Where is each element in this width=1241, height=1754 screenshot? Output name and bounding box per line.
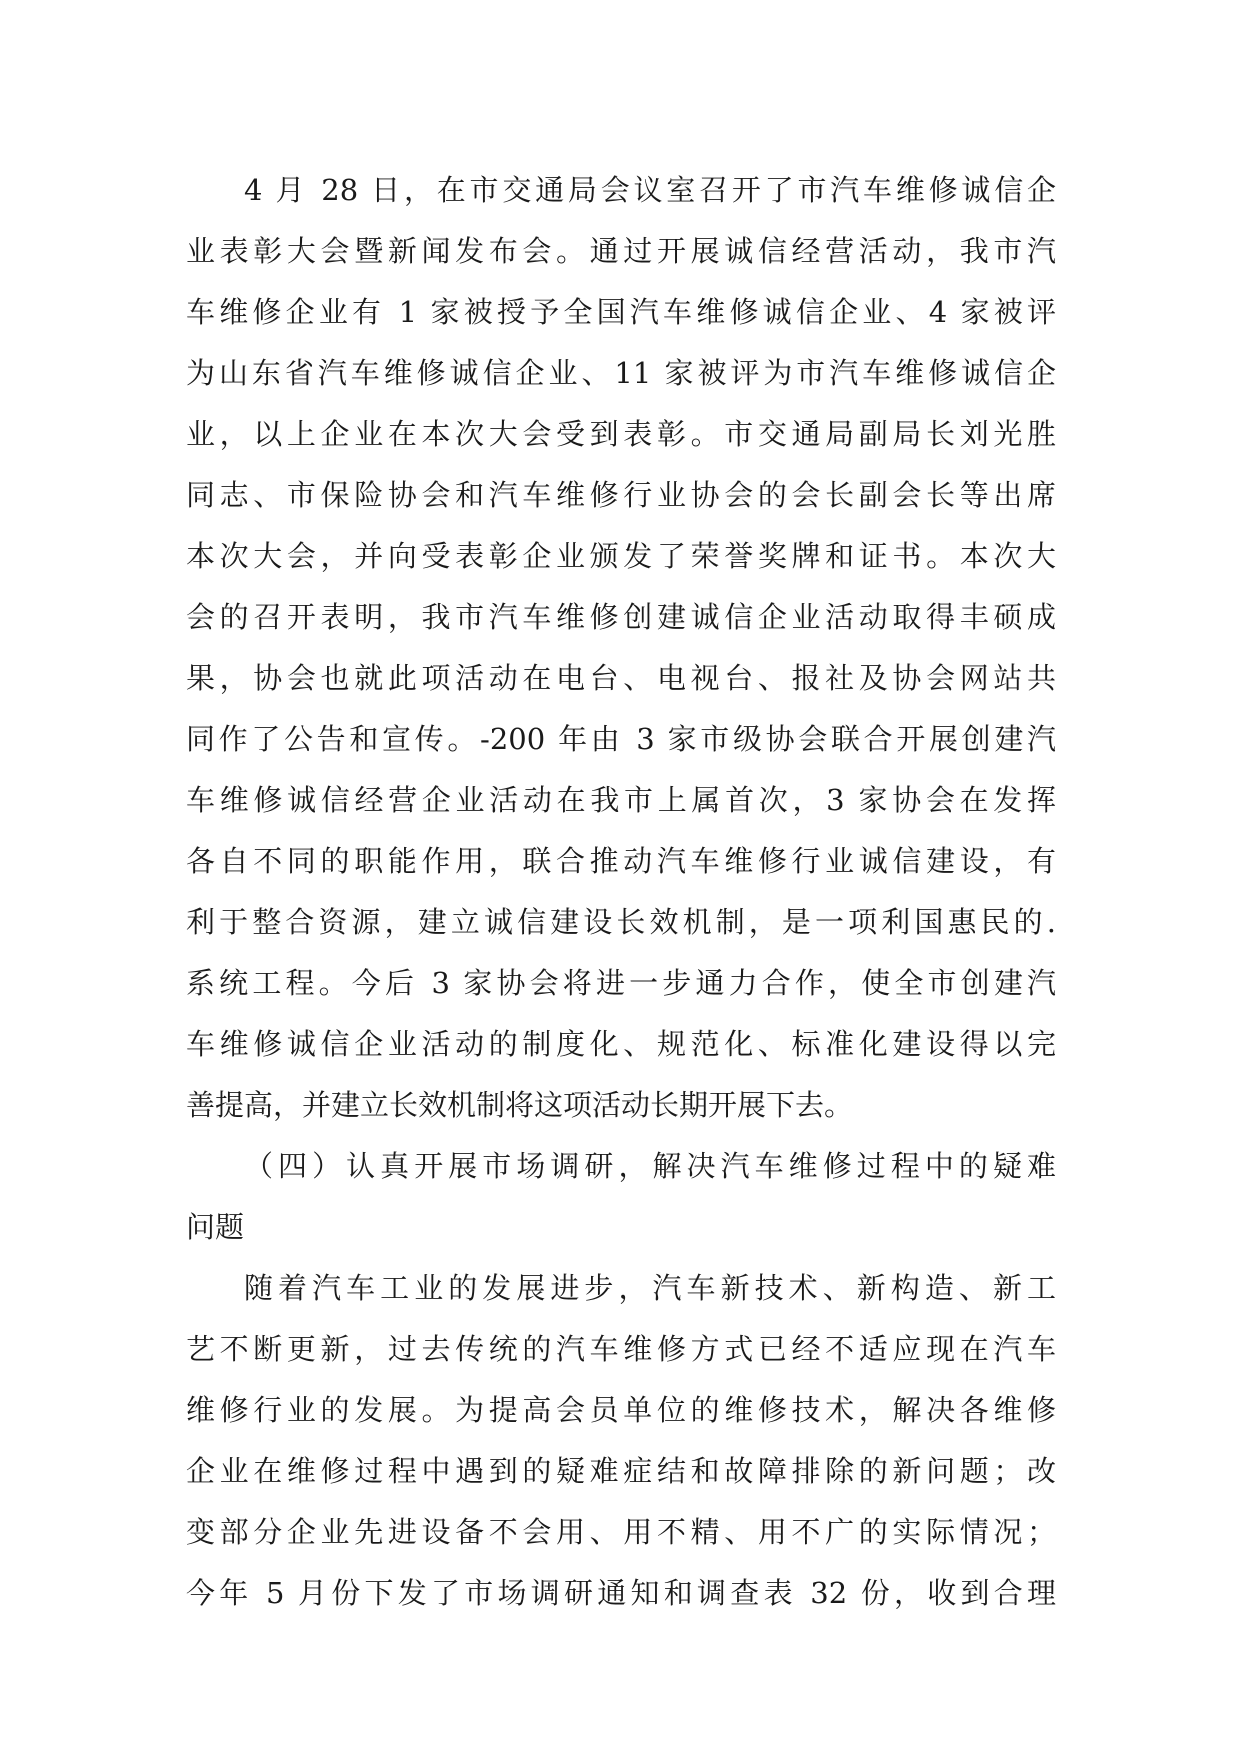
text-line: 系统工程。今后 3 家协会将进一步通力合作，使全市创建汽	[186, 966, 1056, 1000]
text-line: 车维修诚信经营企业活动在我市上属首次，3 家协会在发挥	[186, 783, 1056, 817]
paragraph-market-research	[186, 1258, 1056, 1624]
text-line: 车维修企业有 1 家被授予全国汽车维修诚信企业、4 家被评	[186, 295, 1056, 329]
text-line: 果，协会也就此项活动在电台、电视台、报社及协会网站共	[186, 661, 1056, 695]
section-heading-market-research	[186, 1136, 1056, 1258]
text-line: 同作了公告和宣传。-200 年由 3 家市级协会联合开展创建汽	[186, 722, 1056, 756]
text-line: 随着汽车工业的发展进步，汽车新技术、新构造、新工	[244, 1271, 1056, 1305]
text-line: 为山东省汽车维修诚信企业、11 家被评为市汽车维修诚信企	[186, 356, 1056, 390]
text-line: 各自不同的职能作用，联合推动汽车维修行业诚信建设，有	[186, 844, 1056, 878]
text-line: 善提高，并建立长效机制将这项活动长期开展下去。	[186, 1088, 854, 1122]
text-line: 变部分企业先进设备不会用、用不精、用不广的实际情况；	[186, 1515, 1056, 1549]
document-page	[186, 160, 1056, 1624]
heading-line: （四）认真开展市场调研，解决汽车维修过程中的疑难	[244, 1149, 1056, 1183]
text-line: 本次大会，并向受表彰企业颁发了荣誉奖牌和证书。本次大	[186, 539, 1056, 573]
text-line: 车维修诚信企业活动的制度化、规范化、标准化建设得以完	[186, 1027, 1056, 1061]
text-line: 利于整合资源，建立诚信建设长效机制，是一项利国惠民的.	[186, 905, 1056, 939]
text-line: 维修行业的发展。为提高会员单位的维修技术，解决各维修	[186, 1393, 1056, 1427]
text-line: 今年 5 月份下发了市场调研通知和调查表 32 份，收到合理	[186, 1576, 1056, 1610]
text-line: 业，以上企业在本次大会受到表彰。市交通局副局长刘光胜	[186, 417, 1056, 451]
text-line: 企业在维修过程中遇到的疑难症结和故障排除的新问题；改	[186, 1454, 1056, 1488]
text-line: 业表彰大会暨新闻发布会。通过开展诚信经营活动，我市汽	[186, 234, 1056, 268]
text-line: 4 月 28 日，在市交通局会议室召开了市汽车维修诚信企	[244, 173, 1056, 207]
text-line: 艺不断更新，过去传统的汽车维修方式已经不适应现在汽车	[186, 1332, 1056, 1366]
heading-line: 问题	[186, 1210, 245, 1244]
text-line: 会的召开表明，我市汽车维修创建诚信企业活动取得丰硕成	[186, 600, 1056, 634]
text-line: 同志、市保险协会和汽车维修行业协会的会长副会长等出席	[186, 478, 1056, 512]
paragraph-honor-conference	[186, 160, 1056, 1136]
